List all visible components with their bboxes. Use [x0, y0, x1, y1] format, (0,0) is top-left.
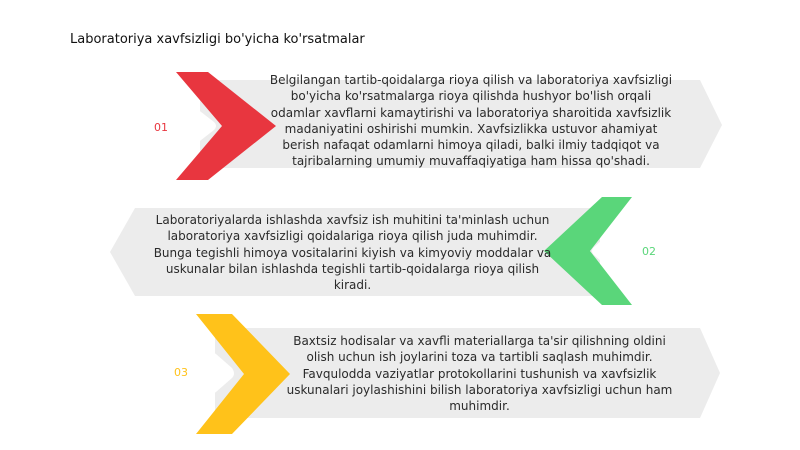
- chevron-yellow-icon: [196, 312, 292, 436]
- item-text-1: Belgilangan tartib-qoidalarga rioya qilish va laboratoriya xavfsizligi bo'yicha ko'rsatmalarga rioya qilishda hushyor bo'lish orqali odamlar xavflarni kamaytirishi va laboratoriya sharoitida xavfsizlik madaniyatini oshirishi mumkin. Xavfsizlikka ustuvor ahamiyat berish nafaqat odamlarni himoya qiladi, balki ilmiy tadqiqot va tajribalarning umumiy muvaffaqiyatiga ham hissa qo'shadi.: [269, 73, 673, 169]
- item-text-2: Laboratoriyalarda ishlashda xavfsiz ish muhitini ta'minlash uchun laboratoriya xavfsizligi qoidalariga rioya qilish juda muhimdir. Bunga tegishli himoya vositalarini kiyish va kimyoviy moddalar va uskunalar bilan ishlashda tegishli tartib-qoidalarga rioya qilish kiradi.: [153, 213, 552, 293]
- item-text-3: Baxtsiz hodisalar va xavfli materiallarga ta'sir qilishning oldini olish uchun ish joylarini toza va tartibli saqlash muhimdir. Favqulodda vaziyatlar protokollarini tushunish va xavfsizlik uskunalari joylashishini bilish laboratoriya xavfsizligi uchun ham muhimdir.: [286, 334, 673, 414]
- chevron-red-icon: [176, 70, 280, 182]
- item-number-3: 03: [174, 366, 188, 379]
- chevron-green-icon: [544, 195, 636, 307]
- item-number-1: 01: [154, 121, 168, 134]
- page-title: Laboratoriya xavfsizligi bo'yicha ko'rsatmalar: [70, 32, 365, 47]
- item-number-2: 02: [642, 245, 656, 258]
